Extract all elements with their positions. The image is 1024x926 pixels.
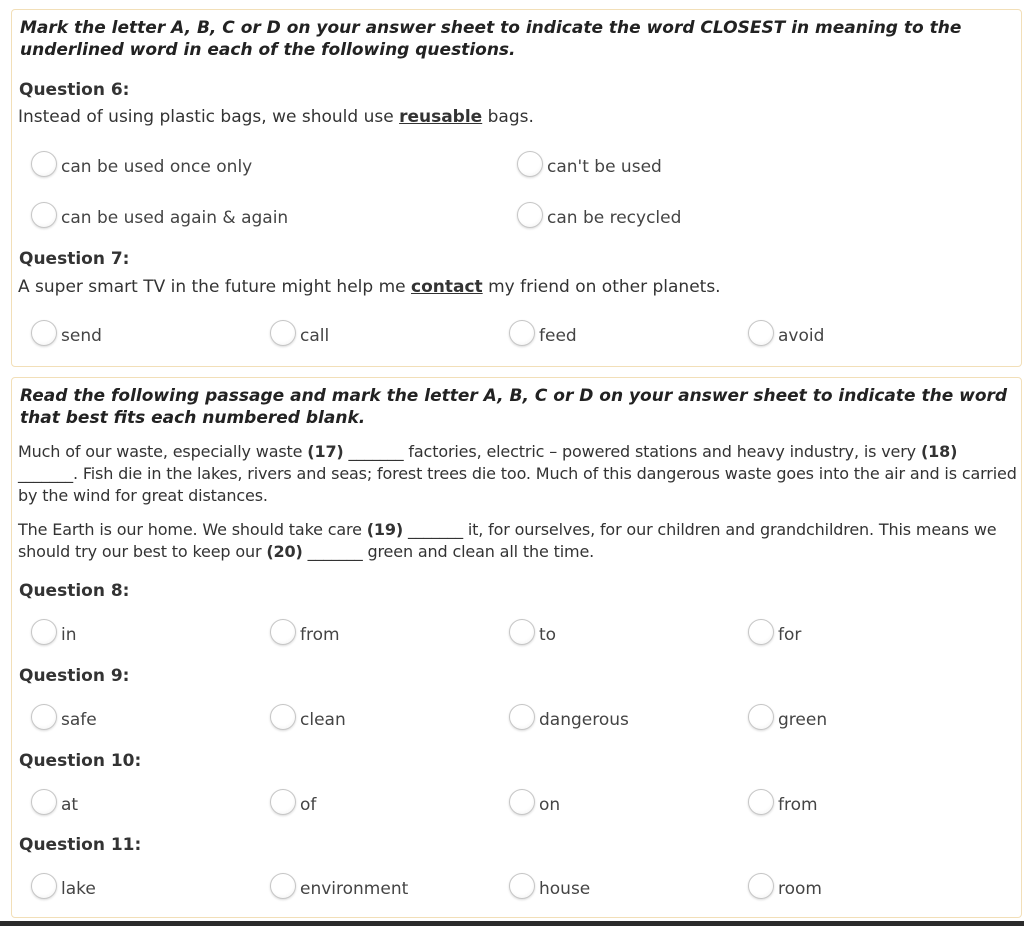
option-label: feed: [539, 326, 577, 346]
question-6-option-b[interactable]: [517, 147, 662, 181]
option-label: can be recycled: [547, 208, 682, 228]
option-label: dangerous: [539, 710, 629, 730]
question-10-title: Question 10:: [19, 751, 142, 771]
question-7-underlined-word: contact: [411, 277, 483, 297]
option-label: can be used once only: [61, 157, 253, 177]
option-label: at: [61, 795, 79, 815]
question-6-underlined-word: reusable: [399, 107, 483, 127]
option-label: house: [539, 879, 591, 899]
section2-instruction: Read the following passage and mark the letter A, B, C or D on your answer sheet to indicate the word that best fits each numbered blank.: [20, 386, 1008, 428]
question-7-option-d[interactable]: [748, 316, 824, 350]
passage-paragraph-2: [18, 519, 1021, 563]
radio-button[interactable]: [31, 789, 57, 815]
option-label: call: [300, 326, 330, 346]
question-10-option-b[interactable]: [270, 785, 316, 819]
radio-button[interactable]: [31, 704, 57, 730]
option-label: clean: [300, 710, 346, 730]
passage-text: _______ green and clean all the time.: [302, 542, 595, 561]
question-8-option-d[interactable]: [748, 615, 801, 649]
question-6-stem-before: Instead of using plastic bags, we should use: [18, 107, 400, 127]
radio-button[interactable]: [270, 873, 296, 899]
option-label: send: [61, 326, 102, 346]
option-label: can be used again & again: [61, 208, 289, 228]
option-label: for: [778, 625, 802, 645]
option-label: on: [539, 795, 561, 815]
option-label: of: [300, 795, 317, 815]
option-label: avoid: [778, 326, 825, 346]
option-label: from: [778, 795, 818, 815]
radio-button[interactable]: [748, 704, 774, 730]
question-9-option-b[interactable]: [270, 700, 346, 734]
passage-text: _______ factories, electric – powered stations and heavy industry, is very: [343, 442, 921, 461]
question-6-title: Question 6:: [19, 80, 130, 100]
question-9-option-c[interactable]: [509, 700, 629, 734]
question-7-stem-before: A super smart TV in the future might help me: [18, 277, 411, 297]
radio-button[interactable]: [748, 789, 774, 815]
radio-button[interactable]: [270, 704, 296, 730]
radio-button[interactable]: [509, 789, 535, 815]
question-7-title: Question 7:: [19, 249, 130, 269]
radio-button[interactable]: [270, 320, 296, 346]
radio-button[interactable]: [509, 873, 535, 899]
question-7-stem-after: my friend on other planets.: [482, 277, 721, 297]
option-label: from: [300, 625, 340, 645]
radio-button[interactable]: [31, 619, 57, 645]
question-8-title: Question 8:: [19, 581, 130, 601]
blank-number-18: (18): [920, 442, 958, 461]
radio-button[interactable]: [509, 704, 535, 730]
question-6-stem-after: bags.: [482, 107, 534, 127]
section1-instruction: Mark the letter A, B, C or D on your answer sheet to indicate the word CLOSEST in meaning to the underlined word in each of the following questions.: [20, 18, 962, 60]
option-label: safe: [61, 710, 97, 730]
question-panel-cloze: [11, 377, 1022, 918]
blank-number-17: (17): [307, 442, 344, 461]
question-7-option-c[interactable]: [509, 316, 577, 350]
question-9-title: Question 9:: [19, 666, 130, 686]
question-11-option-b[interactable]: [270, 869, 408, 903]
question-8-option-b[interactable]: [270, 615, 340, 649]
question-9-option-d[interactable]: [748, 700, 827, 734]
question-11-title: Question 11:: [19, 835, 142, 855]
question-10-option-d[interactable]: [748, 785, 818, 819]
question-11-option-a[interactable]: [31, 869, 96, 903]
radio-button[interactable]: [31, 320, 57, 346]
radio-button[interactable]: [31, 202, 57, 228]
radio-button[interactable]: [31, 873, 57, 899]
radio-button[interactable]: [509, 619, 535, 645]
option-label: green: [778, 710, 828, 730]
radio-button[interactable]: [270, 789, 296, 815]
question-6-option-a[interactable]: [31, 147, 252, 181]
question-7-option-b[interactable]: [270, 316, 329, 350]
question-6-option-d[interactable]: [517, 198, 681, 232]
passage-paragraph-1: [18, 441, 1021, 507]
radio-button[interactable]: [31, 151, 57, 177]
question-9-option-a[interactable]: [31, 700, 97, 734]
passage-text: _______ it, for ourselves, for our children and grandchildren. This means we should try our best to keep our: [18, 520, 997, 561]
radio-button[interactable]: [517, 202, 543, 228]
bottom-border: [0, 921, 1024, 926]
radio-button[interactable]: [748, 873, 774, 899]
question-8-option-a[interactable]: [31, 615, 77, 649]
question-11-option-c[interactable]: [509, 869, 590, 903]
question-panel-synonyms: [11, 9, 1022, 367]
option-label: can't be used: [547, 157, 662, 177]
question-8-option-c[interactable]: [509, 615, 556, 649]
radio-button[interactable]: [270, 619, 296, 645]
option-label: to: [539, 625, 557, 645]
question-7-stem: [18, 276, 1018, 298]
question-7-option-a[interactable]: [31, 316, 102, 350]
radio-button[interactable]: [748, 320, 774, 346]
passage-text: Much of our waste, especially waste: [18, 442, 308, 461]
option-label: environment: [300, 879, 409, 899]
passage-text: The Earth is our home. We should take care: [18, 520, 367, 539]
question-10-option-a[interactable]: [31, 785, 78, 819]
question-6-option-c[interactable]: [31, 198, 288, 232]
blank-number-20: (20): [266, 542, 303, 561]
question-10-option-c[interactable]: [509, 785, 560, 819]
radio-button[interactable]: [748, 619, 774, 645]
radio-button[interactable]: [509, 320, 535, 346]
question-6-stem: [18, 106, 1018, 128]
radio-button[interactable]: [517, 151, 543, 177]
question-11-option-d[interactable]: [748, 869, 822, 903]
option-label: room: [778, 879, 822, 899]
option-label: in: [61, 625, 77, 645]
blank-number-19: (19): [366, 520, 404, 539]
option-label: lake: [61, 879, 96, 899]
passage-text: _______. Fish die in the lakes, rivers and seas; forest trees die too. Much of this dangerous waste goes into the air and is carried by the wind for great distances.: [18, 464, 1017, 505]
